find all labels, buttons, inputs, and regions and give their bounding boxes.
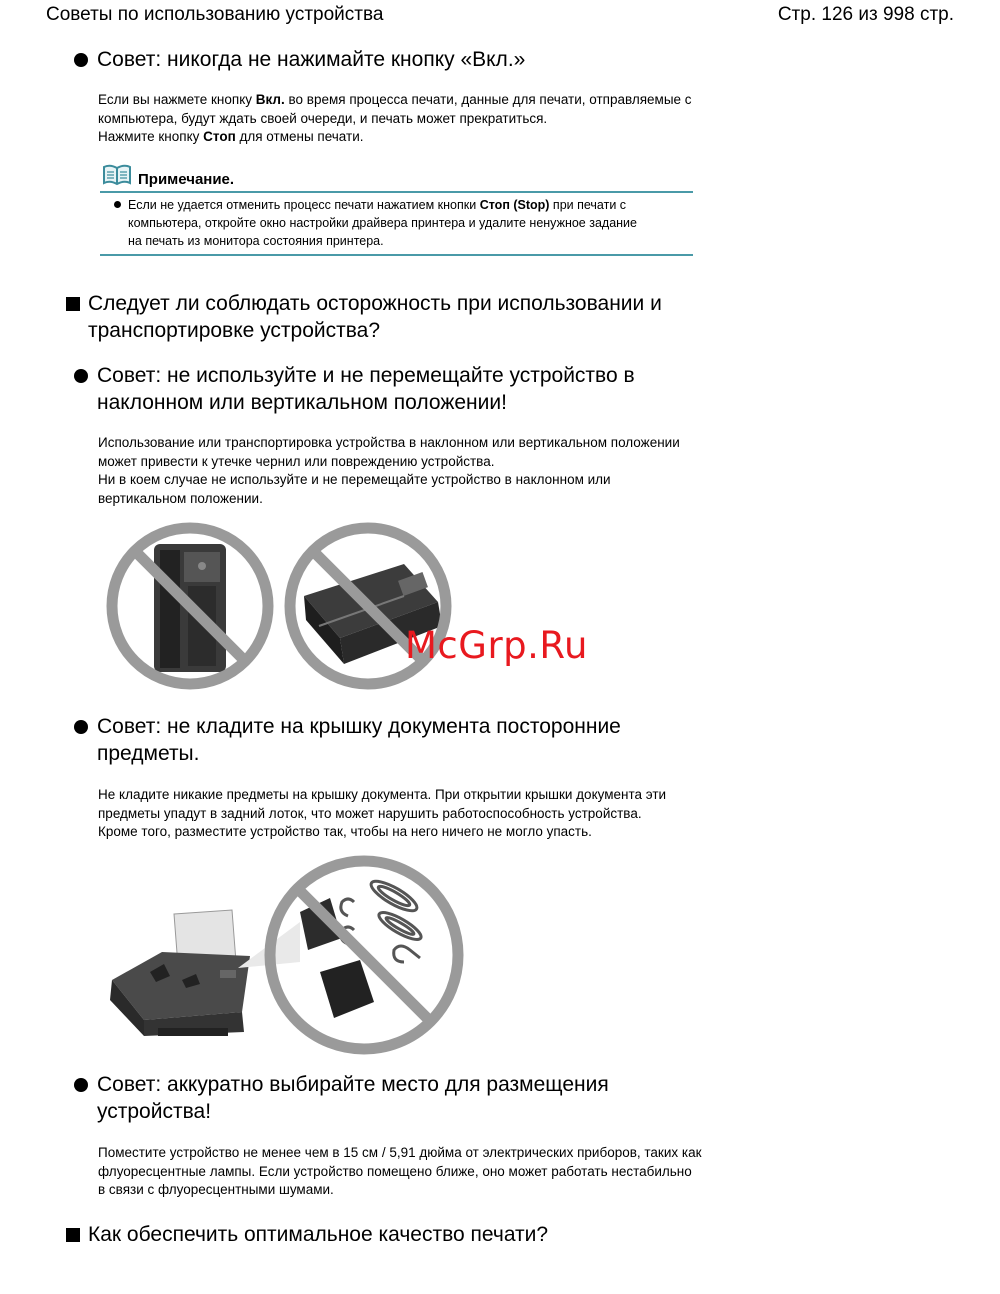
printer-with-objects-image	[110, 910, 250, 1036]
bullet-icon	[74, 720, 88, 734]
tip-heading-text: Совет: не используйте и не перемещайте устройство в	[97, 364, 635, 387]
bullet-icon	[74, 1078, 88, 1092]
paragraph-line: Ни в коем случае не используйте и не перемещайте устройство в наклонном или	[98, 472, 611, 487]
note-line: Если не удается отменить процесс печати нажатием кнопки Стоп (Stop) при печати с	[128, 198, 627, 212]
tip-heading-text: предметы.	[97, 742, 200, 765]
tip-heading-text: наклонном или вертикальном положении!	[97, 391, 507, 414]
paragraph-line: компьютера, будут ждать своей очереди, и печать может прекратиться.	[98, 110, 548, 126]
bullet-icon	[114, 201, 121, 208]
note-line: на печать из монитора состояния принтера.	[128, 234, 384, 248]
paragraph-line: Использование или транспортировка устройства в наклонном или вертикальном положении	[98, 435, 680, 450]
section-heading-line: Как обеспечить оптимальное качество печати?	[88, 1223, 549, 1246]
note-title: Примечание.	[138, 171, 235, 188]
tip-heading-power-button	[74, 46, 525, 73]
tip-heading-placement	[74, 1071, 609, 1125]
paragraph-line: в связи с флуоресцентными шумами.	[98, 1182, 334, 1197]
paragraph-line: Не кладите никакие предметы на крышку документа. При открытии крышки документа эти	[98, 787, 667, 802]
document-title: Советы по использованию устройства	[46, 4, 384, 25]
note-header	[100, 164, 693, 193]
tip-heading-text: устройства!	[97, 1100, 212, 1123]
tip-heading-text: Совет: аккуратно выбирайте место для размещения	[97, 1073, 609, 1096]
tip-heading-text: Совет: не кладите на крышку документа посторонние	[97, 715, 621, 738]
tip-heading-tilt	[74, 362, 635, 416]
bullet-icon	[74, 53, 88, 67]
square-bullet-icon	[66, 297, 80, 311]
watermark-text: McGrp.Ru	[405, 624, 588, 667]
square-bullet-icon	[66, 1228, 80, 1242]
paragraph-line: Поместите устройство не менее чем в 15 см / 5,91 дюйма от электрических приборов, таких как	[98, 1145, 702, 1160]
note-body	[114, 196, 637, 250]
tip-heading-document-cover	[74, 713, 621, 767]
tilted-printer-prohibited-illustration	[104, 516, 468, 696]
section-heading-handling	[66, 290, 662, 344]
open-book-icon	[102, 164, 132, 186]
objects-on-cover-prohibited-illustration	[104, 852, 464, 1058]
paragraph-line: вертикальном положении.	[98, 490, 263, 506]
tip-paragraph-placement	[98, 1144, 702, 1200]
button-name-stop: Стоп (Stop)	[479, 198, 550, 212]
tip-paragraph-document-cover	[98, 786, 666, 842]
section-heading-line: Следует ли соблюдать осторожность при использовании и	[88, 292, 662, 315]
section-heading-print-quality	[66, 1221, 548, 1248]
tip-paragraph-power-button	[98, 91, 692, 147]
paragraph-line: Кроме того, разместите устройство так, чтобы на него ничего не могло упасть.	[98, 824, 592, 839]
note-box	[100, 164, 693, 256]
button-name-stop: Стоп	[203, 129, 236, 144]
page-indicator: Стр. 126 из 998 стр.	[777, 4, 954, 25]
section-heading-line: транспортировке устройства?	[88, 319, 381, 342]
button-name-power: Вкл.	[255, 92, 285, 107]
paragraph-line: Если вы нажмете кнопку Вкл. во время процесса печати, данные для печати, отправляемые с	[98, 92, 692, 107]
paragraph-line: флуоресцентные лампы. Если устройство помещено ближе, оно может работать нестабильно	[98, 1163, 692, 1179]
bullet-icon	[74, 369, 88, 383]
paragraph-line: может привести к утечке чернил или повреждению устройства.	[98, 453, 495, 469]
paragraph-line: Нажмите кнопку Стоп для отмены печати.	[98, 129, 364, 144]
tip-heading-text: Совет: никогда не нажимайте кнопку «Вкл.»	[97, 48, 526, 71]
tip-paragraph-tilt	[98, 434, 680, 508]
paragraph-line: предметы упадут в задний лоток, что может нарушить работоспособность устройства.	[98, 805, 642, 821]
note-line: компьютера, откройте окно настройки драйвера принтера и удалите ненужное задание	[128, 216, 637, 230]
